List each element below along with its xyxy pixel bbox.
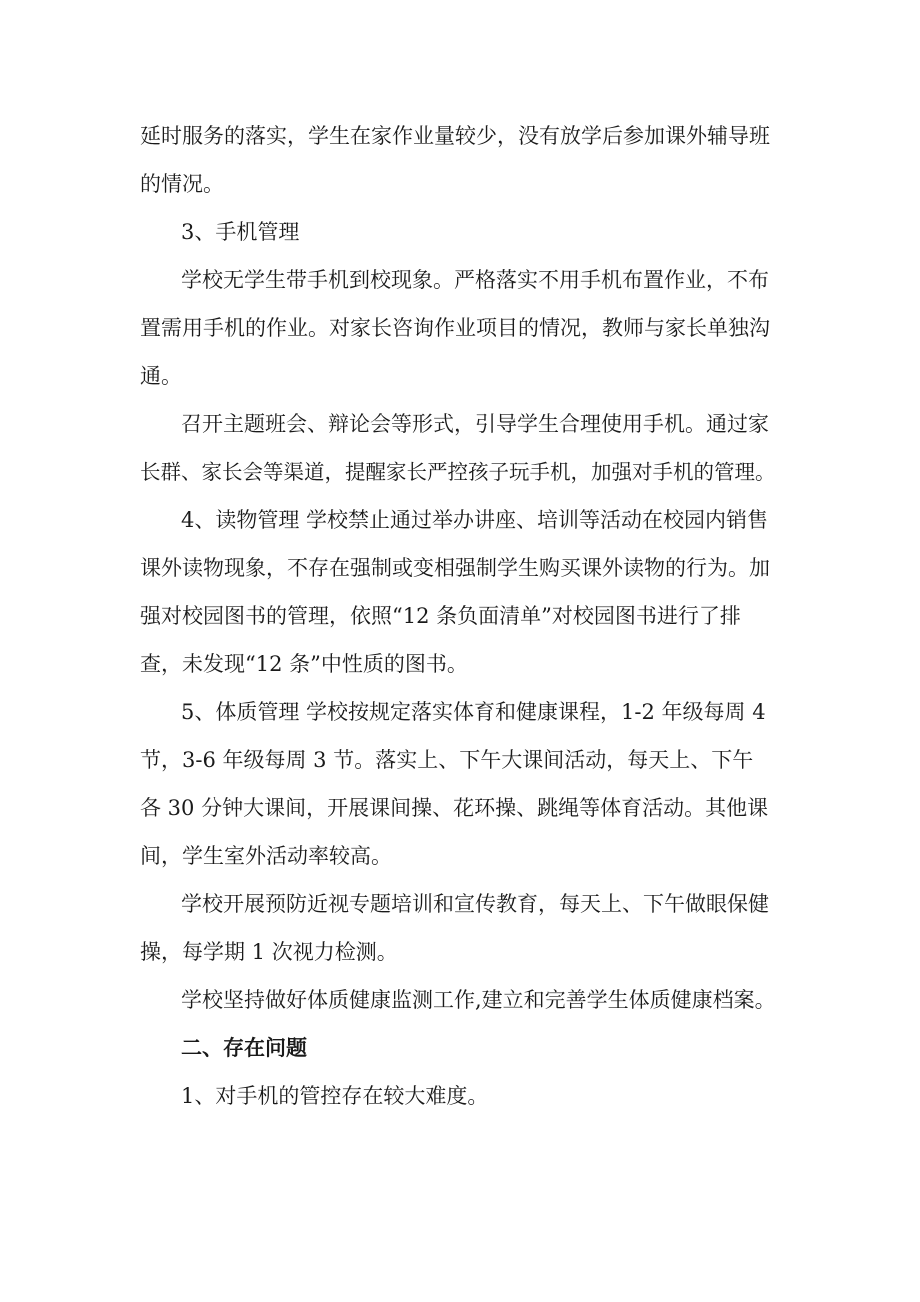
text-line: 延时服务的落实，学生在家作业量较少，没有放学后参加课外辅导班 xyxy=(140,124,770,148)
section-heading-phone-management: 3、手机管理 xyxy=(181,220,300,244)
text-line: 查，未发现“12 条”中性质的图书。 xyxy=(140,652,468,676)
section-heading-problems: 二、存在问题 xyxy=(181,1035,307,1060)
text-line: 学校坚持做好体质健康监测工作,建立和完善学生体质健康档案。 xyxy=(181,988,776,1012)
text-line: 的情况。 xyxy=(140,172,224,196)
text-line: 4、读物管理 学校禁止通过举办讲座、培训等活动在校园内销售 xyxy=(181,508,769,532)
text-line: 召开主题班会、辩论会等形式，引导学生合理使用手机。通过家 xyxy=(181,412,769,436)
text-line: 课外读物现象，不存在强制或变相强制学生购买课外读物的行为。加 xyxy=(140,556,770,580)
text-line: 强对校园图书的管理，依照“12 条负面清单”对校园图书进行了排 xyxy=(140,604,741,628)
text-line: 操，每学期 1 次视力检测。 xyxy=(140,940,398,964)
text-line: 学校无学生带手机到校现象。严格落实不用手机布置作业，不布 xyxy=(181,268,769,292)
text-line: 节，3-6 年级每周 3 节。落实上、下午大课间活动，每天上、下午 xyxy=(140,748,754,772)
text-line: 学校开展预防近视专题培训和宣传教育，每天上、下午做眼保健 xyxy=(181,892,769,916)
text-line: 长群、家长会等渠道，提醒家长严控孩子玩手机，加强对手机的管理。 xyxy=(140,460,776,484)
text-line: 置需用手机的作业。对家长咨询作业项目的情况，教师与家长单独沟 xyxy=(140,316,770,340)
text-line: 间，学生室外活动率较高。 xyxy=(140,844,392,868)
text-line: 通。 xyxy=(140,364,182,388)
text-line: 1、对手机的管控存在较大难度。 xyxy=(181,1084,489,1108)
text-line: 各 30 分钟大课间，开展课间操、花环操、跳绳等体育活动。其他课 xyxy=(140,796,769,820)
text-line: 5、体质管理 学校按规定落实体育和健康课程，1-2 年级每周 4 xyxy=(181,700,766,724)
